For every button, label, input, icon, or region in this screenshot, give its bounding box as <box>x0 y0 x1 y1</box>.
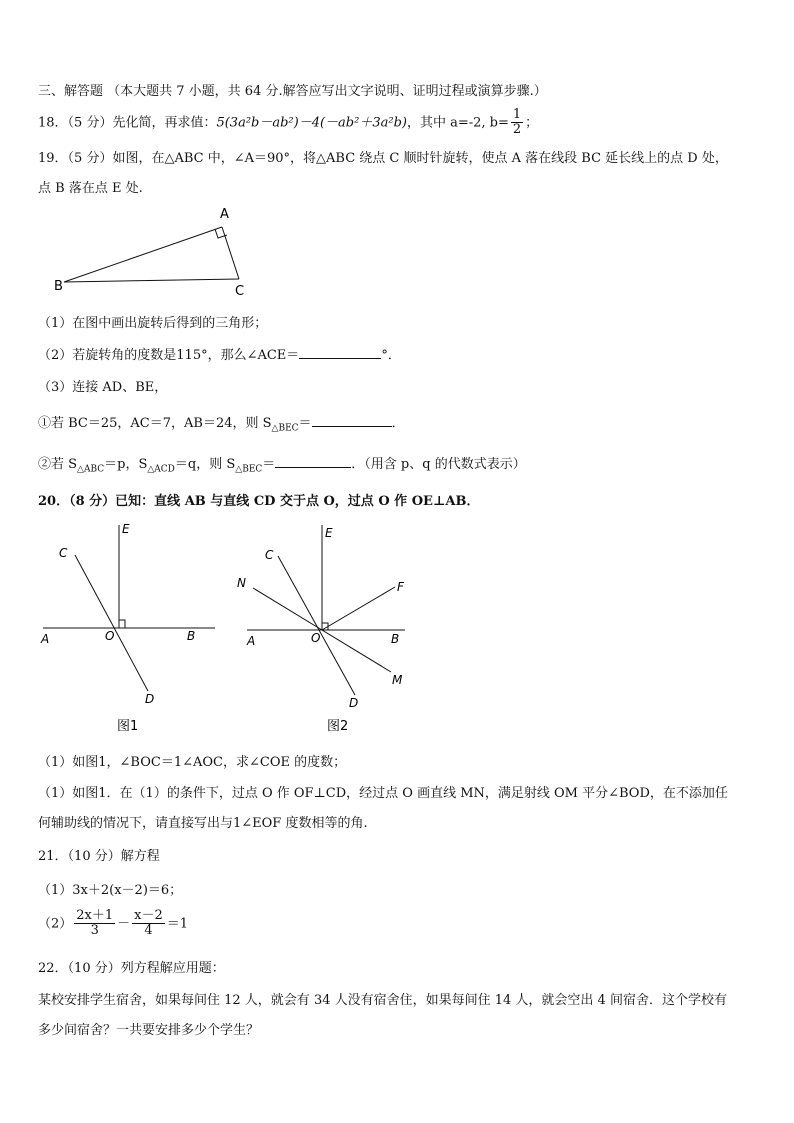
q21-text: 21．（10 分）解方程 <box>38 849 160 864</box>
q18-expression: 5(3a²b－ab²)－4(－ab²＋3a²b) <box>216 115 407 131</box>
q19-part2: （2）若旋转角的度数是115°，那么∠ACE＝ °． <box>38 348 401 363</box>
label-B: B <box>54 279 63 294</box>
fig1-label-A: A <box>41 632 50 646</box>
fig1-caption: 图1 <box>117 719 139 734</box>
q21-fraction-1: $\frac{2x+1}{3}$ <box>76 908 114 939</box>
answer-blank[interactable] <box>299 346 381 359</box>
q19-part1: （1）在图中画出旋转后得到的三角形； <box>38 316 268 331</box>
q22-text: 22．（10 分）列方程解应用题： <box>38 961 225 976</box>
fig2-label-C: C <box>265 548 274 562</box>
fig2-label-M: M <box>392 673 403 687</box>
q20-part2-line1: （1）如图1．在（1）的条件下，过点 O 作 OF⊥CD，经过点 O 画直线 MN，满足射线 OM 平分∠BOD，在不添加任 <box>38 786 728 801</box>
fig2-label-D: D <box>349 696 359 710</box>
q22-line1: 某校安排学生宿舍，如果每间住 12 人，就会有 34 人没有宿舍住，如果每间住 14 人，就会空出 4 间宿舍．这个学校有 <box>38 993 727 1008</box>
q21-part1: （1）3x＋2(x－2)＝6； <box>38 883 183 898</box>
q18-text: 18．（5 分）先化简，再求值： <box>38 115 217 131</box>
q18-b-fraction: $\frac{1}{2}$ <box>512 107 522 138</box>
fig2-label-A: A <box>247 634 256 648</box>
q19-part3: （3）连接 AD、BE， <box>38 380 168 395</box>
figure-1 <box>35 515 220 735</box>
q21-fraction-2: $\frac{x-2}{4}$ <box>134 908 163 939</box>
fig1-label-C: C <box>59 546 68 560</box>
q22-line2: 多少间宿舍？一共要安排多少个学生？ <box>38 1023 260 1038</box>
triangle-abc-figure <box>40 200 270 300</box>
fig2-label-F: F <box>397 580 404 594</box>
q19-part3-1: ①若 BC＝25，AC＝7，AB＝24，则 $S_{\triangle BEC}=$ ． <box>38 416 405 434</box>
fig2-label-B: B <box>391 632 400 646</box>
answer-blank[interactable] <box>275 455 351 468</box>
q20-text: 20．（8 分）已知：直线 AB 与直线 CD 交于点 O，过点 O 作 OE⊥AB． <box>38 494 480 509</box>
fig2-caption: 图2 <box>327 719 349 734</box>
q20-part2-line2: 何辅助线的情况下，请直接写出与1∠EOF 度数相等的角. <box>38 816 368 831</box>
fig1-label-E: E <box>122 522 130 536</box>
fig2-label-O: O <box>311 631 321 645</box>
q19-line2: 点 B 落在点 E 处. <box>38 181 143 196</box>
label-A: A <box>220 207 229 222</box>
fig2-label-N: N <box>237 576 246 590</box>
fig1-label-D: D <box>145 692 155 706</box>
figure-2 <box>235 515 425 735</box>
q18-condition: ，其中 a=-2, b= <box>406 115 509 131</box>
q19-part3-2: ②若 $S_{\triangle ABC}=p$，$S_{\triangle ACD}=q$，则 $S_{\triangle BEC}=$ ．（用含 p、q 的代数式表示） <box>38 457 526 475</box>
q21-part2: （2） $\frac{2x+1}{3}$ － $\frac{x-2}{4}$ ＝1 <box>38 908 189 939</box>
section-heading: 三、解答题 （本大题共 7 小题，共 64 分.解答应写出文字说明、证明过程或演算步骤.） <box>38 84 547 99</box>
question-18: 18．（5 分）先化简，再求值：5(3a²b－ab²)－4(－ab²＋3a²b)，其中 a=-2, b= $\frac{1}{2}$ ； <box>38 107 539 138</box>
fig1-label-B: B <box>187 629 196 643</box>
q20-part1: （1）如图1，∠BOC＝1∠AOC，求∠COE 的度数； <box>38 755 347 770</box>
fig2-label-E: E <box>325 526 333 540</box>
label-C: C <box>235 284 245 299</box>
fig1-label-O: O <box>105 629 115 643</box>
q19-line1: 19．（5 分）如图，在△ABC 中，∠A＝90°，将△ABC 绕点 C 顺时针旋转，使点 A 落在线段 BC 延长线上的点 D 处， <box>38 151 728 166</box>
answer-blank[interactable] <box>312 414 392 427</box>
